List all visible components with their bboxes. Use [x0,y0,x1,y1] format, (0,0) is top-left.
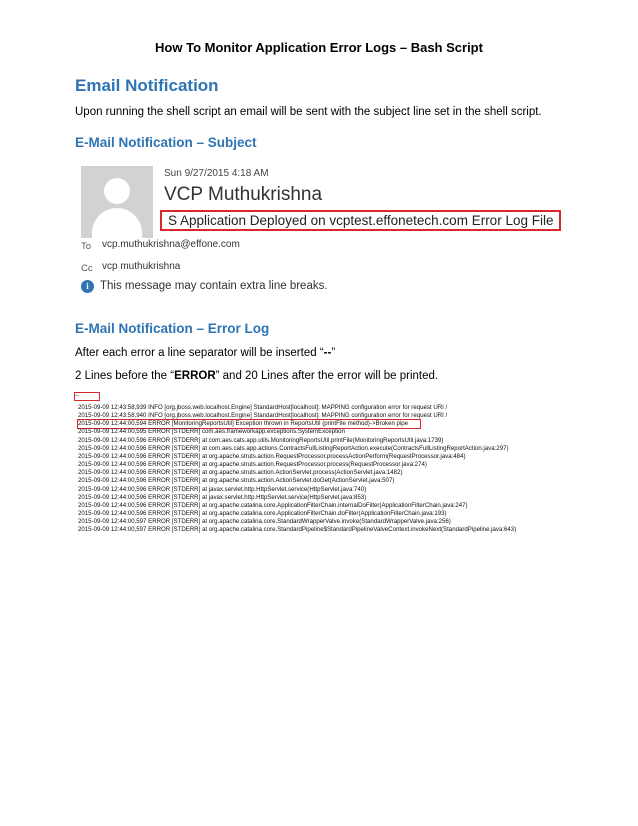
log-line: 2015-09-09 12:44:00,596 ERROR [STDERR] at org.apache.struts.action.RequestProcessor.processActionPerform(RequestProcessor.java:484) [78,452,466,460]
email-subject: S Application Deployed on vcptest.effonetech.com Error Log File [160,210,561,231]
log-line: 2015-09-09 12:44:00,597 ERROR [STDERR] at org.apache.catalina.core.StandardPipeline$StandardPipelineValveContext.invokeNext(StandardPipeline.java:643) [78,526,517,534]
info-message: This message may contain extra line breaks. [100,280,328,292]
cc-value: vcp muthukrishna [102,261,181,272]
log-separator: -- [74,392,100,401]
lines-text-after: ” and 20 Lines after the error will be printed. [215,370,439,382]
section-heading-error-log: E-Mail Notification – Error Log [75,321,270,336]
section-heading-email-notification: Email Notification [75,76,219,95]
log-line: 2015-09-09 12:44:00,595 ERROR [STDERR] com.aes.frameworkapp.exceptions.SystemException [78,428,345,436]
log-line: 2015-09-09 12:44:00,594 ERROR [MonitoringReportsUtil] Exception thrown in ReportsUtil (printFile method)->Broken pipe [78,420,409,428]
lines-paragraph [75,370,438,382]
cc-label: Cc [81,263,93,274]
log-line: 2015-09-09 12:44:00,596 ERROR [STDERR] at com.aes.cats.app.actions.ContractsFullListingReportAction.execute(ContractsFullListingReportAction.java:297) [78,444,509,452]
log-line: 2015-09-09 12:44:00,596 ERROR [STDERR] at org.apache.struts.action.ActionServlet.doGet(ActionServlet.java:507) [78,477,395,485]
email-screenshot [78,160,568,300]
lines-text-bold: ERROR [174,370,216,382]
log-line: 2015-09-09 12:43:58,939 INFO [org.jboss.web.localhost.Engine] StandardHost[localhost]: MAPPING configuration error for request URI / [78,404,448,411]
log-line: 2015-09-09 12:44:00,596 ERROR [STDERR] at org.apache.catalina.core.ApplicationFilterChain.doFilter(ApplicationFilterChain.java:193) [78,509,447,517]
intro-paragraph: Upon running the shell script an email will be sent with the subject line set in the shell script. [75,106,542,118]
to-value: vcp.muthukrishna@effone.com [102,239,240,250]
separator-text-after: ” [331,347,336,359]
log-line: 2015-09-09 12:44:00,596 ERROR [STDERR] at com.aes.cats.app.utils.MonitoringReportsUtil.printFile(MonitoringReportsUtil.java:1739) [78,436,444,444]
log-line: 2015-09-09 12:44:00,596 ERROR [STDERR] at org.apache.catalina.core.ApplicationFilterChain.internalDoFilter(ApplicationFilterChain.java:247) [78,501,468,509]
log-line: 2015-09-09 12:44:00,596 ERROR [STDERR] at javax.servlet.http.HttpServlet.service(HttpServlet.java:853) [78,493,367,501]
avatar [81,166,153,238]
separator-paragraph [75,347,335,359]
log-line: 2015-09-09 12:43:58,940 INFO [org.jboss.web.localhost.Engine] StandardHost[localhost]: MAPPING configuration error for request URI / [78,412,448,420]
to-label: To [81,241,92,252]
log-line: 2015-09-09 12:44:00,596 ERROR [STDERR] at org.apache.struts.action.ActionServlet.process(ActionServlet.java:1482) [78,469,403,477]
log-line: 2015-09-09 12:44:00,596 ERROR [STDERR] at javax.servlet.http.HttpServlet.service(HttpServlet.java:740) [78,485,367,493]
email-sender: VCP Muthukrishna [164,184,323,205]
page-title: How To Monitor Application Error Logs – Bash Script [155,40,483,55]
email-date: Sun 9/27/2015 4:18 AM [164,168,269,179]
info-icon: i [81,280,94,293]
section-heading-subject: E-Mail Notification – Subject [75,135,257,150]
log-line: 2015-09-09 12:44:00,596 ERROR [STDERR] at org.apache.struts.action.RequestProcessor.process(RequestProcessor.java:274) [78,461,427,469]
lines-text-before: 2 Lines before the “ [75,370,175,382]
separator-text-before: After each error a line separator will be inserted “ [75,347,324,359]
log-line: 2015-09-09 12:44:00,597 ERROR [STDERR] at org.apache.catalina.core.StandardWrapperValve.invoke(StandardWrapperValve.java:256) [78,518,451,526]
separator-text-bold: -- [323,347,332,359]
